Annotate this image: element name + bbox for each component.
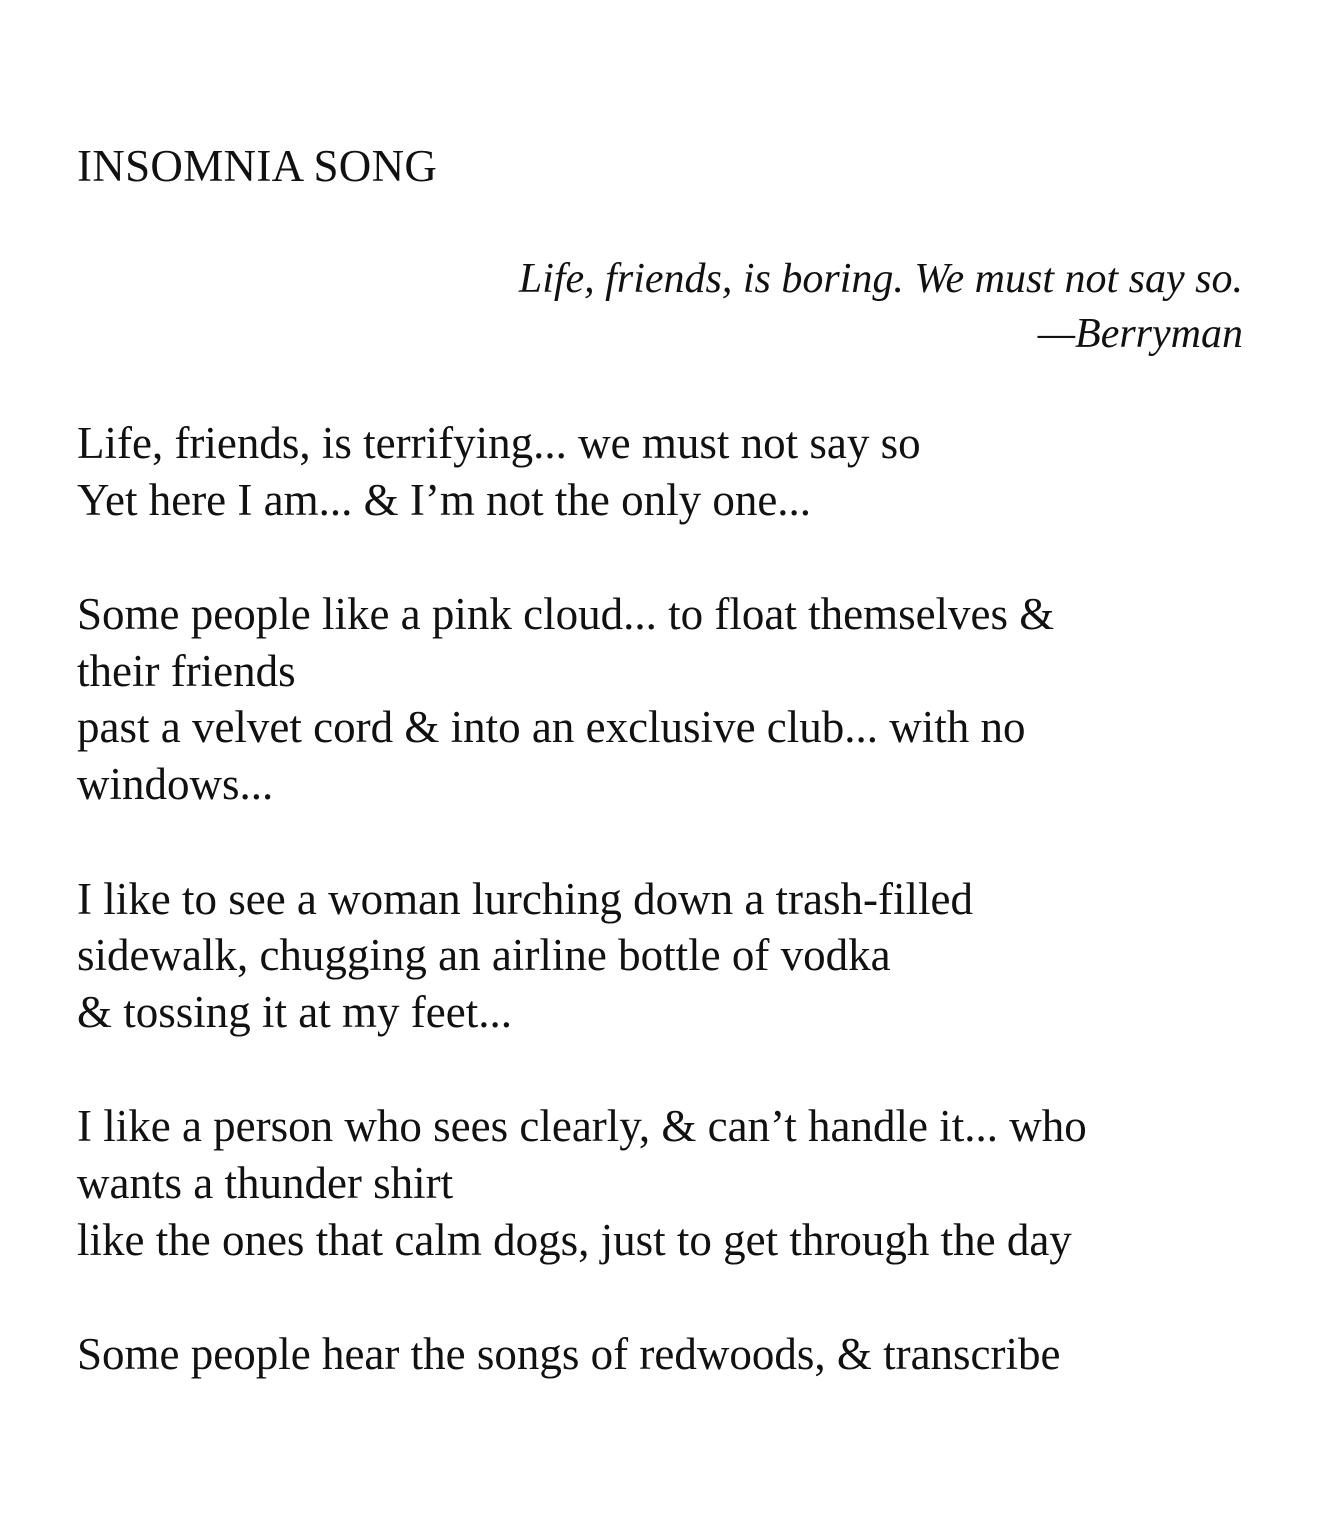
stanza <box>77 1326 1257 1383</box>
epigraph-quote: Life, friends, is boring. We must not say so. <box>518 256 1243 302</box>
poem-body <box>77 415 1257 1441</box>
epigraph <box>343 252 1243 362</box>
poem-line: Yet here I am... & I’m not the only one... <box>77 474 812 525</box>
poem-line: Some people like a pink cloud... to float themselves & <box>77 589 1055 640</box>
stanza <box>77 415 1257 528</box>
poem-title: INSOMNIA SONG <box>77 141 438 191</box>
stanza <box>77 871 1257 1041</box>
poem-line: their friends <box>77 645 296 696</box>
poem-line: I like to see a woman lurching down a trash-filled <box>77 873 973 924</box>
poem-line: past a velvet cord & into an exclusive club... with no <box>77 702 1026 753</box>
poem-line: like the ones that calm dogs, just to get through the day <box>77 1214 1072 1265</box>
poem-line: windows... <box>77 758 274 809</box>
poem-line: Some people hear the songs of redwoods, & transcribe <box>77 1329 1061 1380</box>
poem-line: Life, friends, is terrifying... we must not say so <box>77 418 921 468</box>
poem-line: sidewalk, chugging an airline bottle of vodka <box>77 930 891 981</box>
stanza <box>77 586 1257 812</box>
poem-line: wants a thunder shirt <box>77 1157 454 1208</box>
epigraph-attribution: —Berryman <box>1037 311 1243 357</box>
poem-line: & tossing it at my feet... <box>77 986 512 1037</box>
stanza <box>77 1098 1257 1268</box>
poem-line: I like a person who sees clearly, & can’t handle it... who <box>77 1101 1087 1152</box>
